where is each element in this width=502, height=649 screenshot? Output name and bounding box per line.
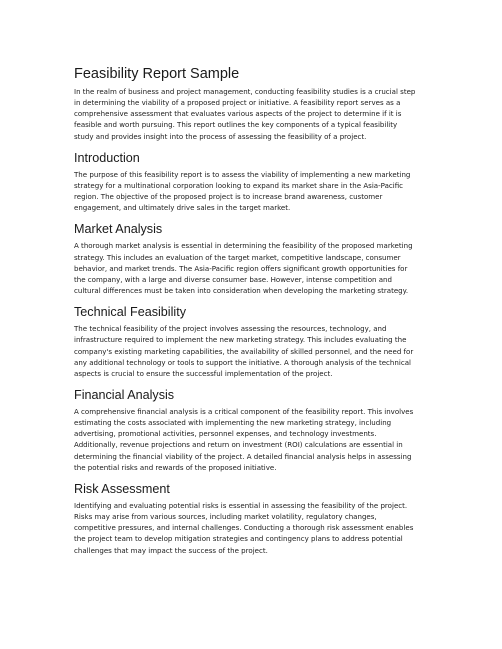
paragraph-line: strategy. This includes an evaluation of the target market, competitive landscape, consumer bbox=[74, 252, 401, 262]
technical-feasibility-paragraph bbox=[74, 323, 434, 379]
section-heading-market-analysis: Market Analysis bbox=[74, 222, 163, 237]
paragraph-line: study and provides insight into the process of assessing the feasibility of a project. bbox=[74, 131, 367, 141]
paragraph-line: the potential risks and rewards of the proposed initiative. bbox=[74, 462, 277, 472]
section-heading-financial-analysis: Financial Analysis bbox=[74, 387, 175, 402]
intro-paragraph bbox=[74, 86, 434, 142]
market-analysis-paragraph bbox=[74, 240, 434, 296]
paragraph-line: determining the financial viability of the project. A detailed financial analysis helps in assessing bbox=[74, 451, 412, 461]
risk-assessment-paragraph bbox=[74, 500, 434, 556]
section-heading-introduction: Introduction bbox=[74, 150, 140, 165]
paragraph-line: company's existing marketing capabilities, the availability of skilled personnel, and the need for bbox=[74, 346, 414, 356]
document-title: Feasibility Report Sample bbox=[74, 66, 240, 82]
paragraph-line: the company, with a large and diverse consumer base. However, intense competition and bbox=[74, 274, 392, 284]
paragraph-line: cultural differences must be taken into consideration when developing the marketing strategy. bbox=[74, 286, 409, 296]
paragraph-line: The technical feasibility of the project involves assessing the resources, technology, and bbox=[74, 324, 387, 334]
paragraph-line: strategy for a multinational corporation looking to expand its market share in the Asia-Pacific bbox=[74, 180, 404, 190]
paragraph-line: feasible and worth pursuing. This report outlines the key components of a typical feasibility bbox=[74, 120, 398, 130]
paragraph-line: A thorough market analysis is essential in determining the feasibility of the proposed marketing bbox=[74, 241, 413, 251]
paragraph-line: Identifying and evaluating potential risks is essential in assessing the feasibility of the project. bbox=[74, 500, 408, 510]
paragraph-line: A comprehensive financial analysis is a critical component of the feasibility report. This involves bbox=[74, 406, 414, 416]
paragraph-line: comprehensive assessment that evaluates various aspects of the project to determine if it is bbox=[74, 109, 402, 119]
paragraph-line: region. The objective of the proposed project is to increase brand awareness, customer bbox=[74, 192, 383, 202]
paragraph-line: Additionally, revenue projections and return on investment (ROI) calculations are essential in bbox=[74, 440, 403, 450]
paragraph-line: Risks may arise from various sources, including market volatility, regulatory changes, bbox=[74, 512, 377, 522]
section-heading-technical-feasibility: Technical Feasibility bbox=[74, 305, 186, 320]
paragraph-line: the project team to develop mitigation strategies and contingency plans to address potential bbox=[74, 534, 403, 544]
paragraph-line: competitive pressures, and internal challenges. Conducting a thorough risk assessment enables bbox=[74, 523, 414, 533]
introduction-paragraph bbox=[74, 169, 434, 214]
paragraph-line: any additional technology or tools to support the initiative. A thorough analysis of the technical bbox=[74, 357, 411, 367]
paragraph-line: The purpose of this feasibility report is to assess the viability of implementing a new marketing bbox=[74, 169, 411, 179]
paragraph-line: estimating the costs associated with implementing the new marketing strategy, including bbox=[74, 418, 392, 428]
section-heading-risk-assessment: Risk Assessment bbox=[74, 481, 170, 496]
financial-analysis-paragraph bbox=[74, 406, 434, 473]
paragraph-line: aspects is crucial to ensure the successful implementation of the project. bbox=[74, 368, 333, 378]
paragraph-line: in determining the viability of a proposed project or initiative. A feasibility report serves as a bbox=[74, 98, 401, 108]
paragraph-line: In the realm of business and project management, conducting feasibility studies is a crucial step bbox=[74, 87, 416, 96]
paragraph-line: infrastructure required to implement the new marketing strategy. This includes evaluating the bbox=[74, 335, 407, 345]
paragraph-line: challenges that may impact the success of the project. bbox=[74, 545, 268, 555]
paragraph-line: behavior, and market trends. The Asia-Pacific region offers significant growth opportunities for bbox=[74, 263, 408, 273]
document-page bbox=[74, 66, 434, 556]
paragraph-line: advertising, promotional activities, personnel expenses, and technology investments. bbox=[74, 429, 377, 439]
paragraph-line: engagement, and ultimately drive sales in the target market. bbox=[74, 203, 291, 213]
